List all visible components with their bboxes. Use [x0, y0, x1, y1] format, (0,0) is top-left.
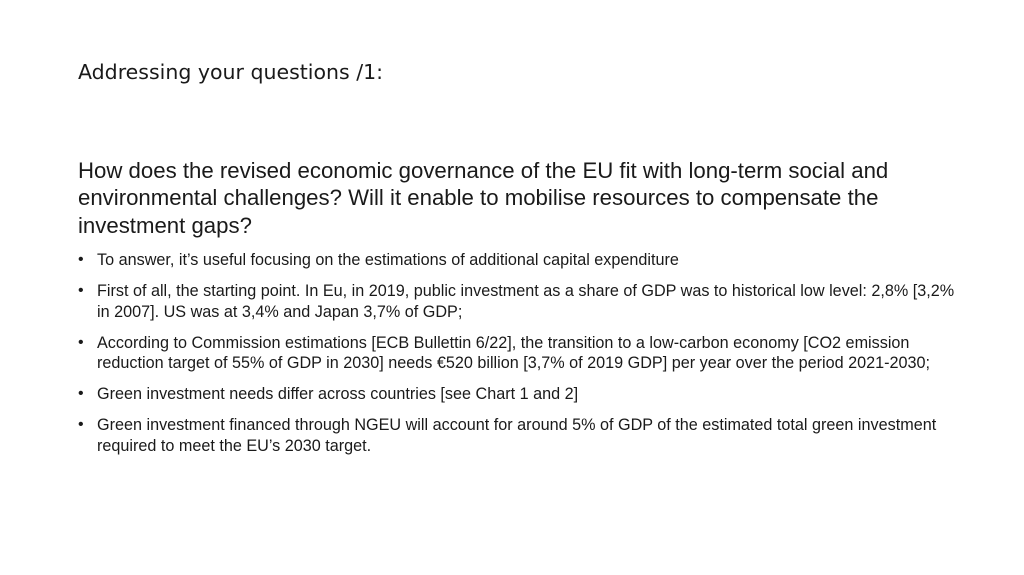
- bullet-dot-icon: •: [78, 333, 84, 351]
- slide-body: [78, 157, 958, 467]
- bullet-item: [78, 333, 958, 374]
- bullet-item: [78, 250, 958, 271]
- bullet-item: [78, 384, 958, 405]
- bullet-item: [78, 415, 958, 456]
- bullet-text: Green investment financed through NGEU will account for around 5% of GDP of the estimated total green investment required to meet the EU’s 2030 target.: [97, 416, 937, 456]
- question-heading: How does the revised economic governance of the EU fit with long-term social and environmental challenges? Will it enable to mobilise resources to compensate the investment gaps?: [78, 158, 889, 238]
- bullet-list: [78, 250, 958, 457]
- slide-title: Addressing your questions /1:: [78, 60, 384, 84]
- bullet-dot-icon: •: [78, 416, 84, 434]
- bullet-text: First of all, the starting point. In Eu, in 2019, public investment as a share of GDP was to historical low level: 2,8% [3,2% in 2007]. US was at 3,4% and Japan 3,7% of GDP;: [97, 281, 955, 321]
- bullet-item: [78, 281, 958, 322]
- bullet-text: To answer, it’s useful focusing on the estimations of additional capital expenditure: [97, 250, 679, 269]
- bullet-dot-icon: •: [78, 385, 84, 403]
- bullet-text: Green investment needs differ across countries [see Chart 1 and 2]: [97, 385, 579, 404]
- bullet-text: According to Commission estimations [ECB Bullettin 6/22], the transition to a low-carbon economy [CO2 emission reduction target of 55% of GDP in 2030] needs €520 billion [3,7% of 2019 GDP] per year over the period 2021-2030;: [97, 333, 930, 373]
- bullet-dot-icon: •: [78, 250, 84, 268]
- bullet-dot-icon: •: [78, 281, 84, 299]
